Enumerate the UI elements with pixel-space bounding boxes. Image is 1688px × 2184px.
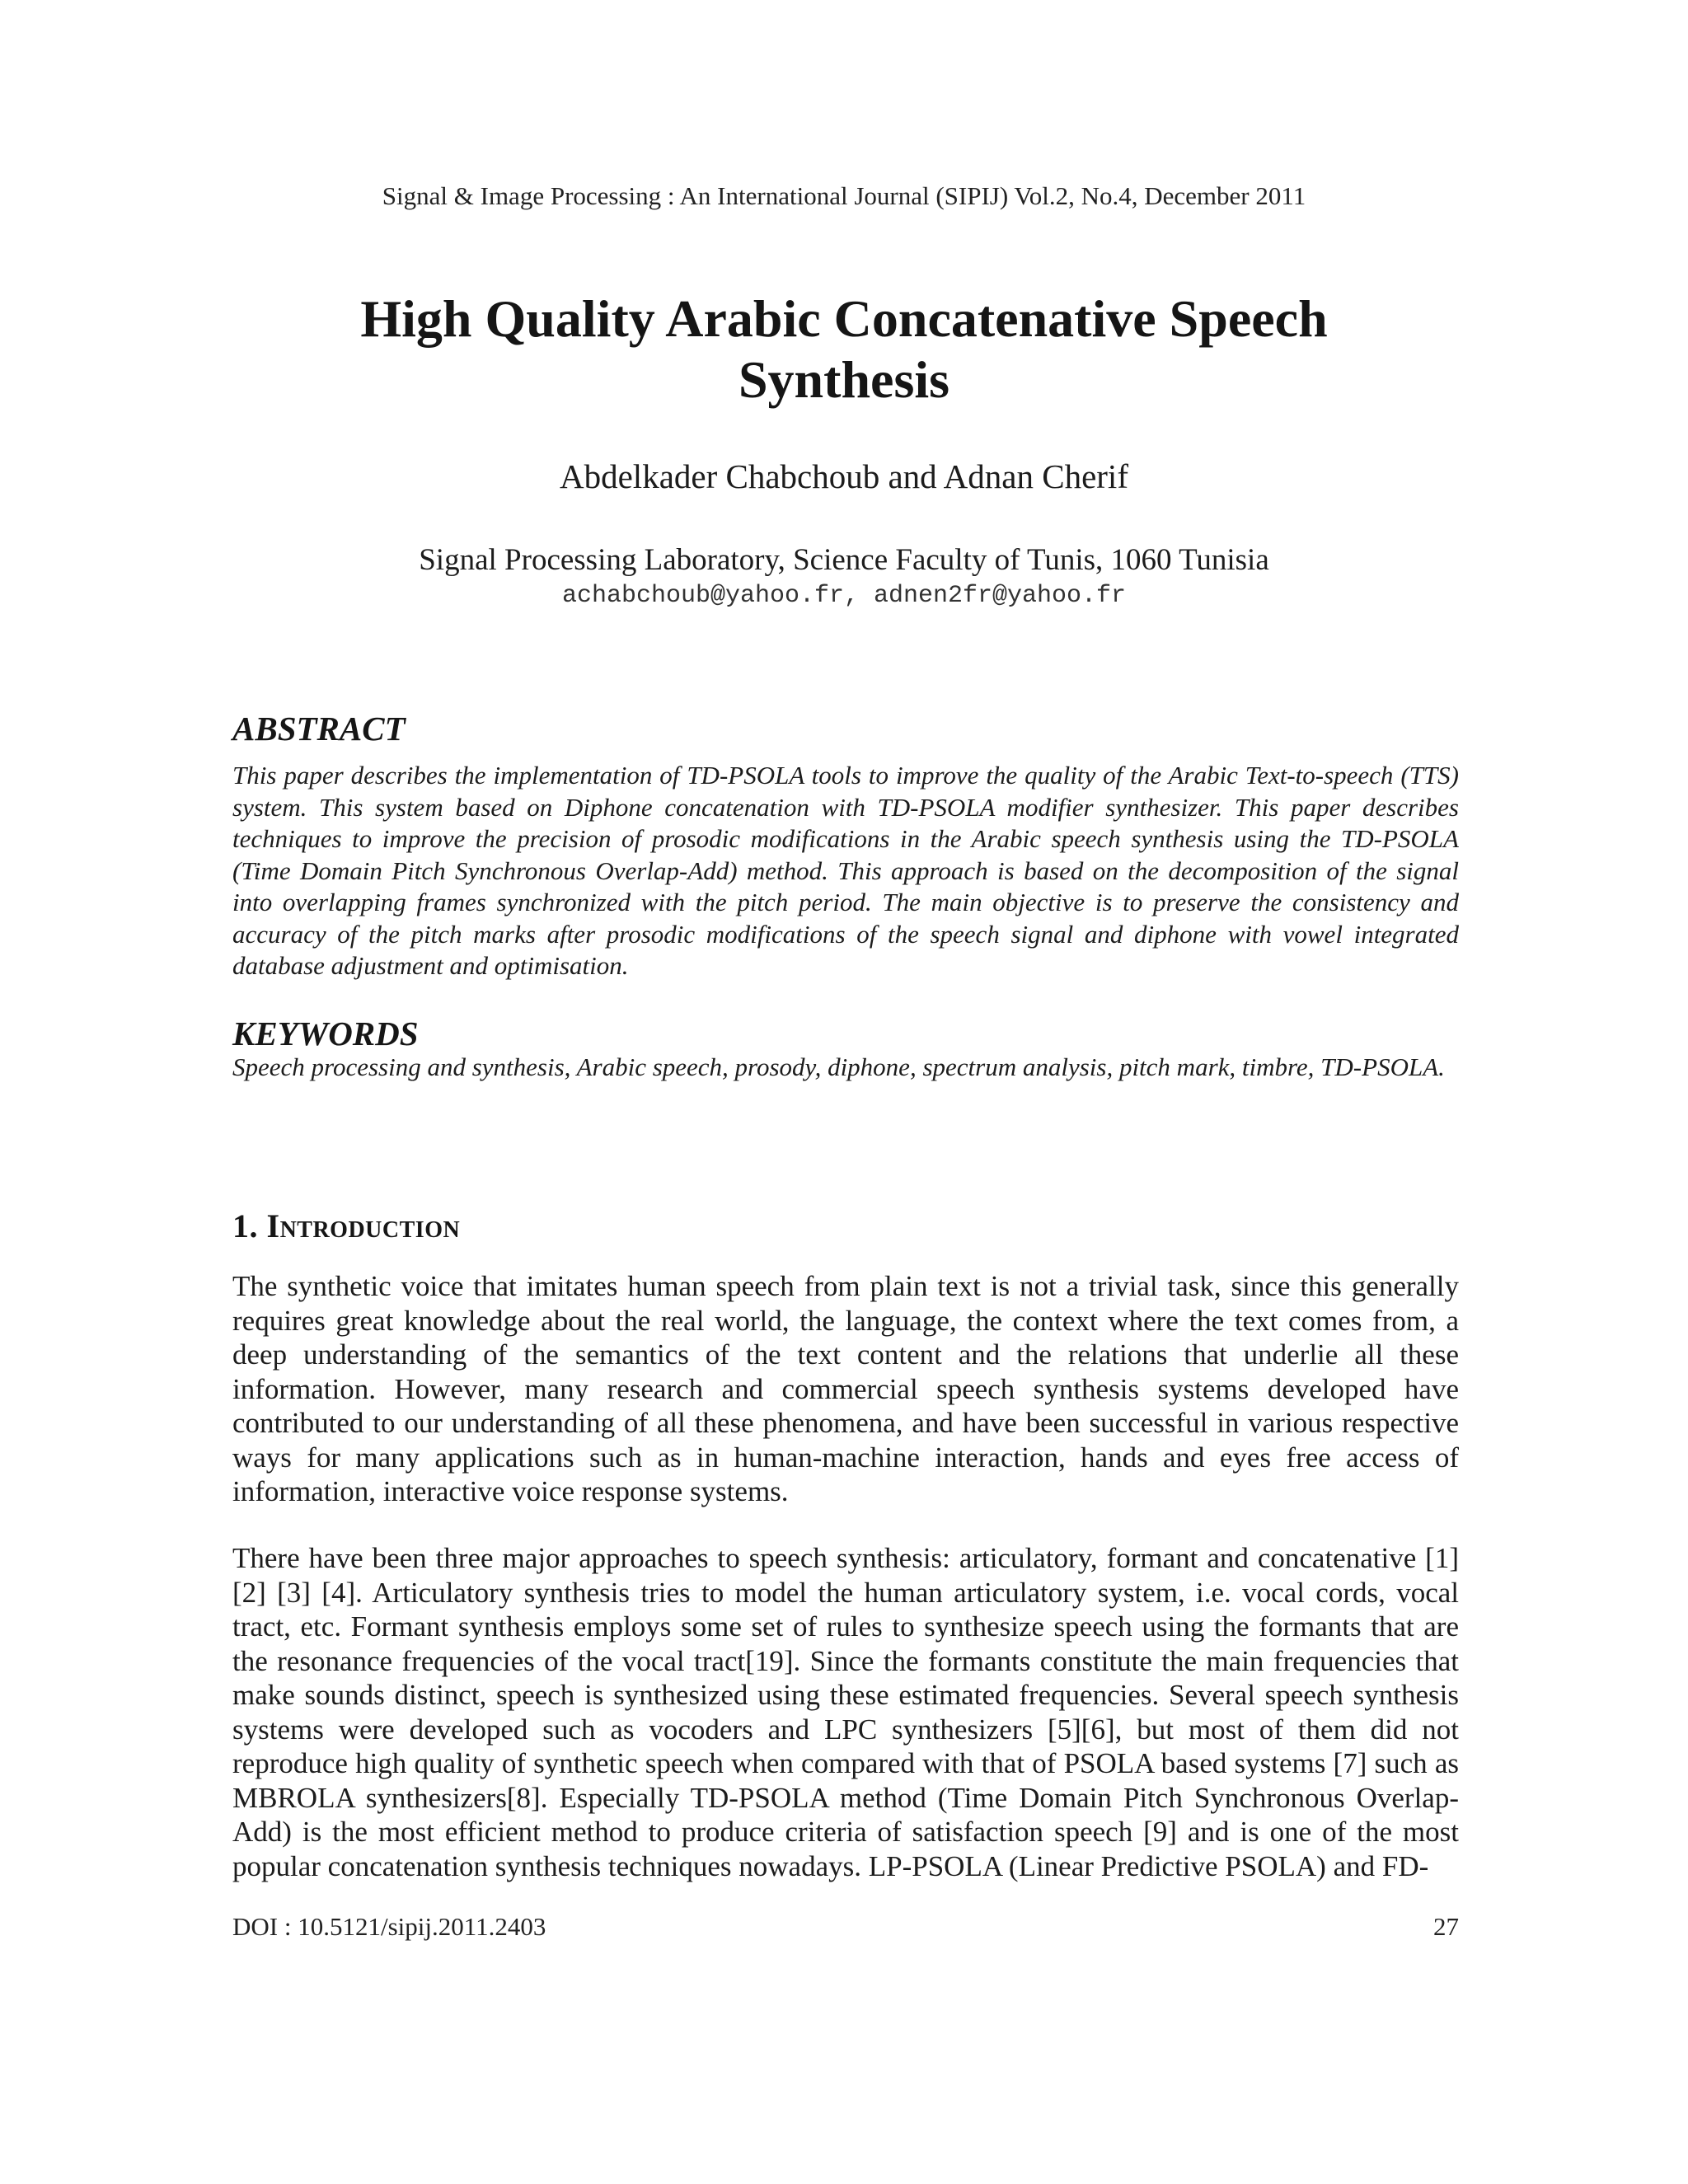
paper-title: High Quality Arabic Concatenative Speech Synthesis: [360, 289, 1328, 409]
abstract-text: This paper describes the implementation of TD-PSOLA tools to improve the quality of the Arabic Text-to-speech (TTS) system. This system based on Diphone concatenation with TD-PSOLA modifier synthesizer. This paper describes techniques to improve the precision of prosodic modifications in the Arabic speech synthesis using the TD-PSOLA (Time Domain Pitch Synchronous Overlap-Add) method. This approach is based on the decomposition of the signal into overlapping frames synchronized with the pitch period. The main objective is to preserve the consistency and accuracy of the pitch marks after prosodic modifications of the speech signal and diphone with vowel integrated database adjustment and optimisation.: [232, 761, 1459, 980]
paper-authors: Abdelkader Chabchoub and Adnan Cherif: [560, 457, 1128, 495]
paper-affiliation: Signal Processing Laboratory, Science Faculty of Tunis, 1060 Tunisia: [419, 543, 1269, 577]
doi-label: DOI : 10.5121/sipij.2011.2403: [232, 1912, 546, 1941]
introduction-paragraph-2: There have been three major approaches to speech synthesis: articulatory, formant and concatenative [1] [2] [3] [4]. Articulatory synthesis tries to model the human articulatory system, i.e. vocal cords, vocal tract, etc. Formant synthesis employs some set of rules to synthesize speech using the formants that are the resonance frequencies of the vocal tract[19]. Since the formants constitute the main frequencies that make sounds distinct, speech is synthesized using these estimated frequencies. Several speech synthesis systems were developed such as vocoders and LPC synthesizers [5][6], but most of them did not reproduce high quality of synthetic speech when compared with that of PSOLA based systems [7] such as MBROLA synthesizers[8]. Especially TD-PSOLA method (Time Domain Pitch Synchronous Overlap-Add) is the most efficient method to produce criteria of satisfaction speech [9] and is one of the most popular concatenation synthesis techniques nowadays. LP-PSOLA (Linear Predictive PSOLA) and FD-: [232, 1542, 1459, 1882]
page-number: 27: [1433, 1912, 1459, 1941]
running-head: Signal & Image Processing : An International Journal (SIPIJ) Vol.2, No.4, December 2011: [382, 181, 1306, 210]
author-emails: achabchoub@yahoo.fr, adnen2fr@yahoo.fr: [561, 582, 1127, 610]
keywords-text: Speech processing and synthesis, Arabic speech, prosody, diphone, spectrum analysis, pitch mark, timbre, TD-PSOLA.: [232, 1052, 1445, 1081]
introduction-heading: 1. Introduction: [232, 1207, 461, 1244]
abstract-heading: ABSTRACT: [232, 710, 406, 748]
introduction-paragraph-1: The synthetic voice that imitates human speech from plain text is not a trivial task, since this generally requires great knowledge about the real world, the language, the context where the text comes from, a deep understanding of the semantics of the text content and the relations that underlie all these information. However, many research and commercial speech synthesis systems developed have contributed to our understanding of all these phenomena, and have been successful in various respective ways for many applications such as in human-machine interaction, hands and eyes free access of information, interactive voice response systems.: [232, 1270, 1459, 1507]
keywords-heading: KEYWORDS: [232, 1015, 419, 1052]
